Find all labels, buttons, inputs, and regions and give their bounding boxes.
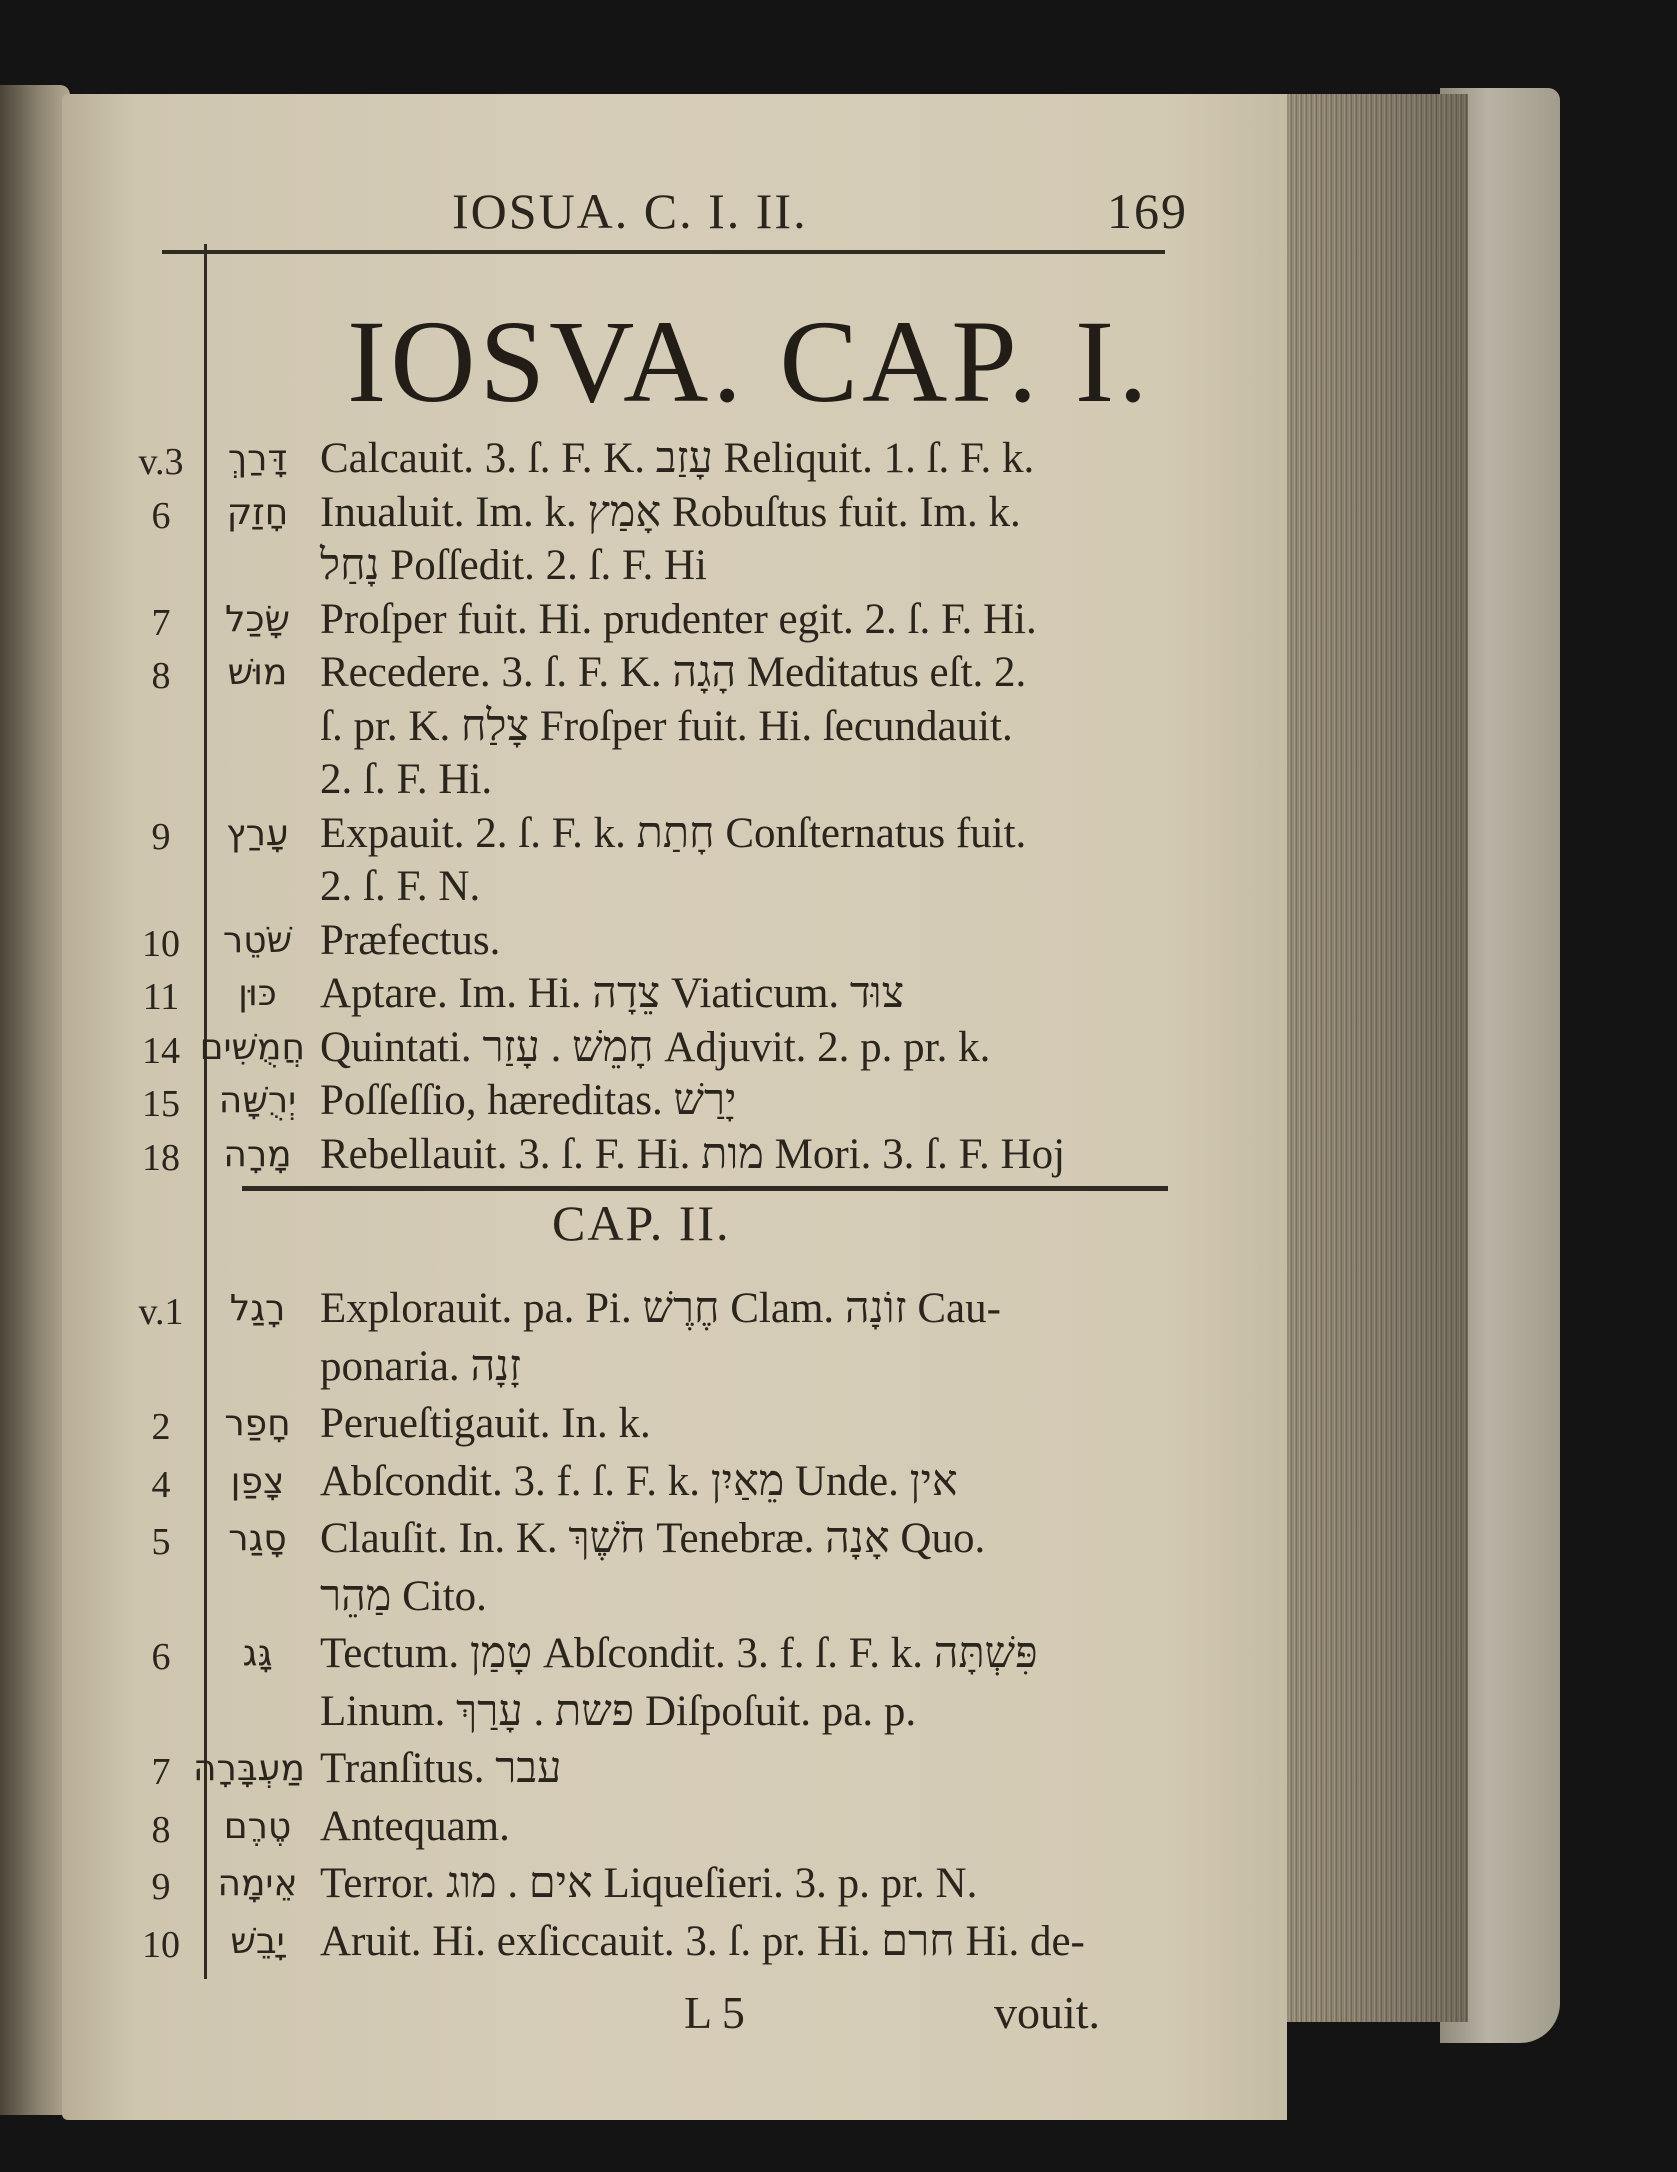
hebrew-root: יָבֵשׁ	[230, 1920, 285, 1962]
glossary-entry	[62, 1342, 1287, 1390]
glossary-entry	[62, 1076, 1287, 1124]
verse-number: 18	[142, 1136, 180, 1179]
glossary-entry	[62, 1744, 1287, 1792]
hebrew-root: גָּג	[242, 1633, 273, 1674]
hebrew-root: מוּשׁ	[227, 652, 288, 693]
chapter-title: IOSVA. CAP. I.	[347, 296, 1152, 427]
page-number: 169	[1107, 183, 1188, 239]
latin-gloss: Expauit. 2. ſ. F. k. חָתַת Conſternatus fuit.	[320, 809, 1027, 857]
glossary-entry	[62, 1687, 1287, 1735]
verse-number: 9	[151, 815, 171, 858]
hebrew-root: צָפַן	[230, 1460, 285, 1502]
latin-gloss: Recedere. 3. ſ. F. K. הָגָה Meditatus eſt. 2.	[320, 649, 1027, 696]
hebrew-root: טֶרֶם	[223, 1805, 292, 1847]
glossary-entry	[62, 809, 1287, 857]
glossary-entry	[62, 434, 1287, 482]
verse-number: 15	[142, 1083, 180, 1125]
latin-gloss: Inualuit. Im. k. אָמַץ Robuſtus fuit. Im. k.	[320, 488, 1021, 536]
glossary-entry	[62, 648, 1287, 696]
hebrew-root: כּוּן	[238, 973, 277, 1014]
latin-gloss: Perueſtigauit. In. k.	[320, 1400, 651, 1447]
glossary-entry	[62, 595, 1287, 643]
hebrew-root: עָרַץ	[226, 812, 289, 854]
latin-gloss: ponaria. זָנָה	[320, 1342, 522, 1390]
verse-number: 9	[151, 1866, 171, 1908]
latin-gloss: Proſper fuit. Hi. prudenter egit. 2. ſ. F. Hi.	[320, 595, 1037, 643]
running-head-title: IOSUA. C. I. II.	[452, 183, 808, 239]
latin-gloss: Clauſit. In. K. חֹשֶׁךְ Tenebræ. אָנָה Quo.	[320, 1515, 986, 1562]
hebrew-root: אֵימָה	[217, 1863, 298, 1904]
top-rule	[162, 250, 1165, 254]
latin-gloss: 2. ſ. F. N.	[320, 863, 481, 910]
glossary-entry	[62, 1802, 1287, 1850]
glossary-entry	[62, 862, 1287, 910]
verse-number: 5	[151, 1521, 171, 1563]
verse-number: 4	[151, 1463, 171, 1506]
latin-gloss: Calcauit. 3. ſ. F. K. עָזַב Reliquit. 1. ſ. F. k.	[320, 435, 1035, 482]
latin-gloss: Quintati. חָמֵשׁ . עָזַר Adjuvit. 2. p. pr. k.	[320, 1023, 991, 1071]
catchword: vouit.	[994, 1987, 1101, 2038]
latin-gloss: Præfectus.	[320, 916, 501, 964]
chapter-divider-rule	[242, 1186, 1168, 1191]
latin-gloss: Rebellauit. 3. ſ. F. Hi. מות Mori. 3. ſ. F. Hoj	[320, 1130, 1066, 1178]
hebrew-root: שֹׁטֵר	[222, 919, 293, 961]
verse-number: 7	[151, 601, 171, 644]
latin-gloss: Aruit. Hi. exſiccauit. 3. ſ. pr. Hi. חרם Hi. de-	[320, 1917, 1085, 1965]
verse-number: 8	[151, 655, 171, 697]
glossary-entry	[62, 1457, 1287, 1505]
glossary-entry	[62, 969, 1287, 1017]
verse-number: v.1	[138, 1291, 184, 1333]
hebrew-root: חָפַר	[224, 1403, 291, 1444]
verse-number: 7	[151, 1751, 171, 1793]
glossary-entry	[62, 541, 1287, 589]
glossary-entry	[62, 702, 1287, 750]
verse-number: 10	[142, 922, 180, 965]
hebrew-root: רָגַל	[229, 1288, 286, 1329]
verse-number: 2	[151, 1406, 171, 1448]
glossary-entry	[62, 1572, 1287, 1620]
verse-number: v.3	[138, 441, 184, 483]
hebrew-root: חָזַק	[226, 491, 289, 533]
latin-gloss: Linum. פשת . עָרַךְ Diſpoſuit. pa. p.	[320, 1687, 917, 1735]
latin-gloss: Abſcondit. 3. f. ſ. F. k. מֵאַיִן Unde. אין	[320, 1457, 958, 1505]
hebrew-root: סָגַר	[228, 1518, 287, 1559]
signature-mark: L 5	[684, 1987, 745, 2038]
latin-gloss: Aptare. Im. Hi. צֵדָה Viaticum. צוּד	[320, 970, 905, 1017]
glossary-entry	[62, 755, 1287, 803]
latin-gloss: 2. ſ. F. Hi.	[320, 756, 493, 803]
glossary-entry	[62, 1917, 1287, 1965]
glossary-entry	[62, 1399, 1287, 1447]
latin-gloss: Terror. אים . מוג Liqueſieri. 3. p. pr. N.	[320, 1860, 978, 1907]
hebrew-root: דָּרַךְ	[227, 438, 288, 479]
hebrew-root: מַעְבָּרָה	[193, 1748, 305, 1789]
latin-gloss: נָחַל Poſſedit. 2. ſ. F. Hi	[320, 542, 708, 589]
glossary-entry	[62, 1514, 1287, 1562]
left-page-edge	[0, 85, 70, 2115]
glossary-entry	[62, 1859, 1287, 1907]
hebrew-root: חֲמֻשִׁים	[199, 1026, 305, 1068]
verse-number: 6	[151, 1636, 171, 1678]
hebrew-root: מָרָה	[223, 1133, 292, 1175]
hebrew-root: שָׂכַל	[224, 598, 290, 640]
latin-gloss: Tranſitus. עבר	[320, 1745, 562, 1792]
glossary-entry	[62, 1629, 1287, 1677]
verse-number: 6	[151, 494, 171, 537]
glossary-entry	[62, 488, 1287, 536]
verse-number: 8	[151, 1808, 171, 1851]
page-content	[62, 94, 1287, 2120]
latin-gloss: Explorauit. pa. Pi. חֶרֶשׁ Clam. זוֹנָה Cau-	[320, 1285, 1001, 1332]
hebrew-root: יְרֻשָּׁה	[218, 1080, 297, 1121]
latin-gloss: מַהֵר Cito.	[320, 1572, 487, 1620]
glossary-entry	[62, 1130, 1287, 1178]
glossary-entry	[62, 1023, 1287, 1071]
glossary-entry	[62, 1284, 1287, 1332]
verse-number: 10	[142, 1923, 180, 1966]
latin-gloss: Antequam.	[320, 1802, 510, 1850]
chapter-2-title: CAP. II.	[552, 1195, 731, 1251]
latin-gloss: Poſſeſſio, hæreditas. יָרַשׁ	[320, 1077, 737, 1124]
verse-number: 11	[142, 976, 180, 1018]
latin-gloss: Tectum. טָמַן Abſcondit. 3. f. ſ. F. k. פִּשְׁתָּה	[320, 1630, 1038, 1677]
verse-number: 14	[142, 1029, 180, 1072]
latin-gloss: ſ. pr. K. צָלַח Froſper fuit. Hi. ſecundauit.	[320, 702, 1013, 750]
glossary-entry	[62, 916, 1287, 964]
